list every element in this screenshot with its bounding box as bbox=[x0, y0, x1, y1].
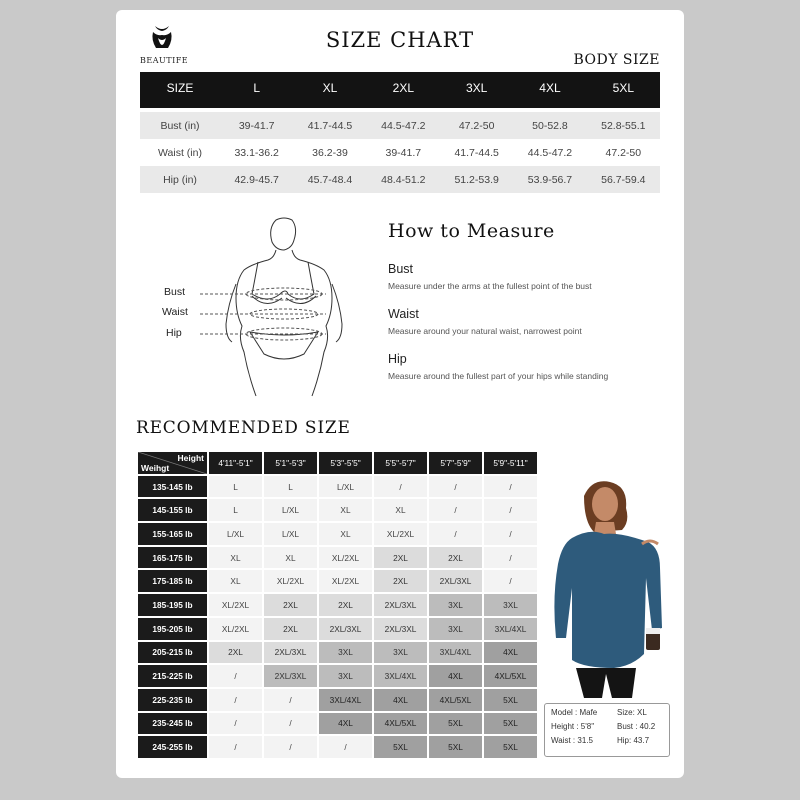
recommended-cell: / bbox=[209, 713, 262, 735]
recommended-cell: XL bbox=[209, 570, 262, 592]
recommended-cell: 2XL bbox=[374, 570, 427, 592]
recommended-cell: 2XL/3XL bbox=[374, 618, 427, 640]
weight-label: 185-195 lb bbox=[138, 594, 207, 616]
table-row bbox=[138, 499, 537, 521]
recommended-cell: 4XL bbox=[319, 713, 372, 735]
recommended-cell: 4XL/5XL bbox=[374, 713, 427, 735]
recommended-cell: XL/2XL bbox=[209, 594, 262, 616]
brand-name: BEAUTIFE bbox=[140, 56, 189, 65]
height-header-cell: 5'3"-5'5" bbox=[319, 452, 372, 474]
recommended-cell: / bbox=[484, 570, 537, 592]
recommended-cell: XL bbox=[264, 547, 317, 569]
body-figure bbox=[162, 214, 376, 398]
table-row bbox=[138, 547, 537, 569]
recommended-cell: 4XL bbox=[374, 689, 427, 711]
model-illustration-icon bbox=[544, 478, 674, 698]
height-header-row bbox=[138, 452, 537, 474]
recommended-size-table bbox=[136, 450, 539, 760]
table-cell: 39-41.7 bbox=[220, 112, 293, 139]
weight-label: 225-235 lb bbox=[138, 689, 207, 711]
recommended-cell: L bbox=[209, 499, 262, 521]
table-row bbox=[140, 166, 660, 193]
recommended-cell: / bbox=[484, 523, 537, 545]
weight-label: 215-225 lb bbox=[138, 665, 207, 687]
table-cell: 41.7-44.5 bbox=[454, 146, 499, 159]
table-cell: 50-52.8 bbox=[513, 112, 586, 139]
weight-label: 175-185 lb bbox=[138, 570, 207, 592]
corner-weight-label: Weihgt bbox=[141, 462, 170, 473]
table-cell: 36.2-39 bbox=[312, 146, 348, 159]
table-cell: 44.5-47.2 bbox=[367, 112, 440, 139]
corner-cell bbox=[138, 452, 207, 474]
table-row bbox=[138, 642, 537, 664]
table-cell: 41.7-44.5 bbox=[293, 112, 366, 139]
figure-label-bust: Bust bbox=[164, 286, 186, 298]
recommended-cell: 3XL bbox=[319, 642, 372, 664]
how-to-measure-title: How to Measure bbox=[388, 220, 555, 242]
recommended-cell: 5XL bbox=[374, 736, 427, 758]
row-label: Hip (in) bbox=[140, 166, 220, 193]
recommended-cell: / bbox=[319, 736, 372, 758]
weight-label: 155-165 lb bbox=[138, 523, 207, 545]
recommended-cell: 4XL bbox=[429, 665, 482, 687]
model-bust: Bust : 40.2 bbox=[617, 722, 656, 731]
recommended-size-title: RECOMMENDED SIZE bbox=[136, 418, 351, 438]
recommended-cell: L/XL bbox=[209, 523, 262, 545]
recommended-cell: XL bbox=[319, 499, 372, 521]
model-photo bbox=[544, 478, 674, 698]
recommended-cell: 5XL bbox=[484, 689, 537, 711]
table-row bbox=[138, 476, 537, 498]
table-row bbox=[138, 665, 537, 687]
recommended-cell: 3XL bbox=[374, 642, 427, 664]
table-cell: 33.1-36.2 bbox=[234, 146, 279, 159]
recommended-cell: 3XL bbox=[484, 594, 537, 616]
weight-label: 205-215 lb bbox=[138, 642, 207, 664]
size-header-cell: L bbox=[220, 72, 293, 106]
weight-label: 245-255 lb bbox=[138, 736, 207, 758]
recommended-cell: / bbox=[484, 499, 537, 521]
table-row bbox=[138, 594, 537, 616]
table-row bbox=[140, 112, 660, 139]
recommended-cell: 2XL bbox=[319, 594, 372, 616]
recommended-cell: 2XL/3XL bbox=[264, 642, 317, 664]
recommended-cell: / bbox=[429, 523, 482, 545]
recommended-cell: 3XL/4XL bbox=[319, 689, 372, 711]
recommended-cell: 2XL/3XL bbox=[429, 570, 482, 592]
recommended-cell: / bbox=[429, 476, 482, 498]
model-size: Size: XL bbox=[617, 708, 647, 717]
measure-bust-desc: Measure under the arms at the fullest point of the bust bbox=[388, 281, 592, 291]
recommended-cell: 3XL bbox=[429, 594, 482, 616]
recommended-cell: L/XL bbox=[264, 499, 317, 521]
weight-label: 135-145 lb bbox=[138, 476, 207, 498]
weight-label: 145-155 lb bbox=[138, 499, 207, 521]
table-cell: 39-41.7 bbox=[385, 146, 422, 159]
table-row bbox=[138, 713, 537, 735]
body-outline-icon bbox=[176, 214, 376, 398]
recommended-cell: L/XL bbox=[319, 476, 372, 498]
recommended-cell: 5XL bbox=[429, 713, 482, 735]
height-header-cell: 5'1"-5'3" bbox=[264, 452, 317, 474]
table-cell: 45.7-48.4 bbox=[293, 166, 366, 193]
figure-label-waist: Waist bbox=[162, 306, 188, 318]
row-label: Waist (in) bbox=[158, 146, 202, 159]
recommended-cell: XL bbox=[319, 523, 372, 545]
recommended-cell: 4XL/5XL bbox=[484, 665, 537, 687]
corner-height-label: Height bbox=[177, 453, 204, 463]
recommended-cell: 3XL/4XL bbox=[484, 618, 537, 640]
recommended-cell: XL/2XL bbox=[319, 547, 372, 569]
weight-label: 195-205 lb bbox=[138, 618, 207, 640]
body-size-table bbox=[140, 72, 660, 193]
recommended-cell: 2XL/3XL bbox=[319, 618, 372, 640]
model-name: Model : Mafe bbox=[551, 708, 598, 717]
size-header-cell: XL bbox=[293, 72, 366, 106]
recommended-cell: / bbox=[209, 736, 262, 758]
recommended-cell: XL bbox=[209, 547, 262, 569]
recommended-cell: 3XL/4XL bbox=[429, 642, 482, 664]
recommended-cell: 3XL bbox=[319, 665, 372, 687]
size-header-row bbox=[140, 72, 660, 106]
measure-bust-title: Bust bbox=[388, 262, 414, 276]
measure-waist-title: Waist bbox=[388, 307, 419, 321]
recommended-cell: L bbox=[264, 476, 317, 498]
measure-hip-title: Hip bbox=[388, 352, 407, 366]
recommended-cell: / bbox=[209, 689, 262, 711]
weight-label: 235-245 lb bbox=[138, 713, 207, 735]
recommended-cell: 2XL/3XL bbox=[374, 594, 427, 616]
recommended-cell: 2XL bbox=[429, 547, 482, 569]
height-header-cell: 5'9"-5'11" bbox=[484, 452, 537, 474]
size-header-cell: 3XL bbox=[440, 72, 513, 106]
recommended-cell: 2XL bbox=[264, 594, 317, 616]
recommended-cell: 2XL bbox=[374, 547, 427, 569]
figure-label-hip: Hip bbox=[166, 327, 182, 339]
height-header-cell: 5'7"-5'9" bbox=[429, 452, 482, 474]
table-row bbox=[138, 618, 537, 640]
height-header-cell: 5'5"-5'7" bbox=[374, 452, 427, 474]
recommended-cell: 4XL bbox=[484, 642, 537, 664]
page-title: SIZE CHART bbox=[325, 28, 475, 52]
recommended-cell: 4XL/5XL bbox=[429, 689, 482, 711]
recommended-cell: / bbox=[374, 476, 427, 498]
recommended-cell: 5XL bbox=[484, 736, 537, 758]
size-header-cell: 2XL bbox=[367, 72, 440, 106]
recommended-cell: / bbox=[264, 713, 317, 735]
recommended-cell: L/XL bbox=[264, 523, 317, 545]
recommended-cell: XL/2XL bbox=[319, 570, 372, 592]
table-row bbox=[138, 689, 537, 711]
table-cell: 44.5-47.2 bbox=[527, 146, 573, 159]
recommended-cell: L bbox=[209, 476, 262, 498]
size-header-cell: 5XL bbox=[587, 72, 660, 106]
recommended-cell: / bbox=[484, 476, 537, 498]
recommended-cell: 3XL/4XL bbox=[374, 665, 427, 687]
table-row bbox=[140, 139, 660, 166]
model-info-box bbox=[544, 703, 670, 757]
recommended-cell: XL bbox=[374, 499, 427, 521]
size-chart-card bbox=[116, 10, 684, 778]
measure-waist-desc: Measure around your natural waist, narrowest point bbox=[388, 326, 582, 336]
model-hip: Hip: 43.7 bbox=[617, 736, 650, 745]
recommended-cell: XL/2XL bbox=[264, 570, 317, 592]
row-label: Bust (in) bbox=[140, 112, 220, 139]
size-header-label: SIZE bbox=[140, 72, 220, 106]
size-header-cell: 4XL bbox=[513, 72, 586, 106]
recommended-cell: / bbox=[264, 689, 317, 711]
recommended-cell: 5XL bbox=[429, 736, 482, 758]
recommended-cell: 3XL bbox=[429, 618, 482, 640]
recommended-cell: 2XL/3XL bbox=[264, 665, 317, 687]
recommended-cell: / bbox=[209, 665, 262, 687]
table-cell: 56.7-59.4 bbox=[587, 166, 660, 193]
measure-hip-desc: Measure around the fullest part of your hips while standing bbox=[388, 371, 609, 381]
recommended-cell: 2XL bbox=[209, 642, 262, 664]
recommended-cell: XL/2XL bbox=[209, 618, 262, 640]
table-cell: 48.4-51.2 bbox=[367, 166, 440, 193]
table-cell: 47.2-50 bbox=[440, 112, 513, 139]
weight-label: 165-175 lb bbox=[138, 547, 207, 569]
recommended-cell: / bbox=[264, 736, 317, 758]
recommended-cell: / bbox=[429, 499, 482, 521]
table-cell: 42.9-45.7 bbox=[220, 166, 293, 193]
recommended-cell: 5XL bbox=[484, 713, 537, 735]
model-waist: Waist : 31.5 bbox=[551, 736, 593, 745]
table-row bbox=[138, 523, 537, 545]
table-row bbox=[138, 736, 537, 758]
recommended-cell: / bbox=[484, 547, 537, 569]
recommended-cell: 2XL bbox=[264, 618, 317, 640]
table-cell: 53.9-56.7 bbox=[513, 166, 586, 193]
table-cell: 51.2-53.9 bbox=[440, 166, 513, 193]
table-cell: 52.8-55.1 bbox=[587, 112, 660, 139]
height-header-cell: 4'11"-5'1" bbox=[209, 452, 262, 474]
body-size-label: BODY SIZE bbox=[573, 52, 660, 68]
table-cell: 47.2-50 bbox=[605, 146, 642, 159]
recommended-cell: XL/2XL bbox=[374, 523, 427, 545]
model-height: Height : 5'8'' bbox=[551, 722, 595, 731]
table-row bbox=[138, 570, 537, 592]
